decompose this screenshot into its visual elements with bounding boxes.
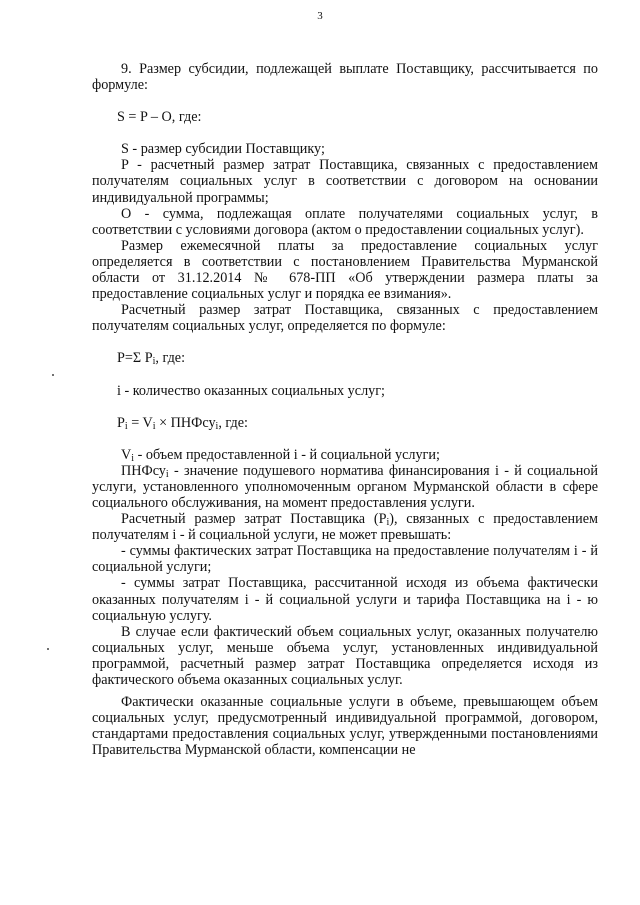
paragraph-monthly-fee: Размер ежемесячной платы за предоставление социальных услуг определяется в соответствии с постановлением Правительства Мурманской области от 31.12.2014 № 678-ПП «Об утверждении размера платы за предоставление социальных услуг и порядка ее взимания». — [92, 237, 598, 303]
definition-o: О - сумма, подлежащая оплате получателями социальных услуг, в соответствии с условиями договора (актом о предоставлении социальных услуг). — [92, 205, 598, 238]
definition-text: ПНФсу — [121, 462, 166, 479]
paragraph-text: Расчетный размер затрат Поставщика (P — [121, 511, 387, 528]
formula-text: = V — [127, 414, 153, 431]
page-number: 3 — [317, 10, 323, 22]
definition-v — [92, 447, 598, 463]
formula-text: , где: — [218, 414, 248, 431]
definition-text: - объем предоставленной i - й социальной услуги; — [134, 446, 440, 463]
paragraph-subsidy-size: 9. Размер субсидии, подлежащей выплате Поставщику, рассчитывается по формуле: — [92, 61, 598, 94]
definition-s: S - размер субсидии Поставщику; — [121, 141, 325, 158]
list-item-calculated-costs: - суммы затрат Поставщика, рассчитанной исходя из объема фактически оказанных получателям i - й социальной услуги и тарифа Поставщика на i - ю социальную услугу. — [92, 575, 598, 624]
formula-item-cost — [117, 415, 598, 431]
definition-i: i - количество оказанных социальных услуг; — [117, 382, 386, 399]
definition-subscript: i — [165, 468, 169, 480]
formula-text: , где: — [155, 350, 186, 367]
formula-subscript: i — [124, 420, 128, 432]
formula-text: P — [117, 414, 125, 431]
paragraph-calculated-cost: Расчетный размер затрат Поставщика, связанных с предоставлением получателям социальных услуг, определяется по формуле: — [92, 302, 598, 335]
formula-subscript: i — [215, 420, 219, 432]
paragraph-text: ), связанных с предоставлением получателям i - й социальной услуги, не может превышать: — [92, 511, 599, 544]
paragraph-subscript: i — [386, 517, 390, 529]
paragraph-cost-limit — [92, 511, 598, 543]
definition-text: V — [121, 446, 132, 463]
list-item-actual-costs: - суммы фактических затрат Поставщика на предоставление получателям i - й социальной услуги; — [92, 543, 598, 576]
formula-total-cost — [117, 350, 598, 366]
definition-text: - значение подушевого норматива финансирования i - й социальной услуги, установленного уполномоченным органом Мурманской области в сфере социального обслуживания, на момент предоставления услуги. — [92, 462, 598, 511]
definition-p: P - расчетный размер затрат Поставщика, связанных с предоставлением получателям социальных услуг в соответствии с договором на основании индивидуальной программы; — [92, 157, 598, 206]
scan-speck — [52, 374, 54, 376]
formula-text: × ПНФсу — [155, 414, 216, 431]
formula-subscript: i — [152, 420, 156, 432]
definition-subscript: i — [131, 452, 135, 464]
formula-subsidy: S = P – O, где: — [117, 109, 202, 126]
paragraph-excess-services: Фактически оказанные социальные услуги в объеме, превышающем объем социальных услуг, предусмотренный индивидуальной программой, договором, стандартами предоставления социальных услуг, утвержденными постановлениями Правительства Мурманской области, компенсации не — [92, 694, 598, 759]
document-body — [92, 61, 598, 758]
scan-speck — [47, 648, 49, 650]
formula-text: P=Σ P — [117, 350, 153, 367]
paragraph-actual-volume: В случае если фактический объем социальных услуг, оказанных получателю социальных услуг, меньше объема услуг, установленных индивидуальной программой, расчетный размер затрат Поставщика определяется исходя из фактического объема оказанных социальных услуг. — [92, 623, 598, 688]
definition-pnf — [92, 463, 598, 511]
formula-subscript: i — [152, 356, 156, 368]
